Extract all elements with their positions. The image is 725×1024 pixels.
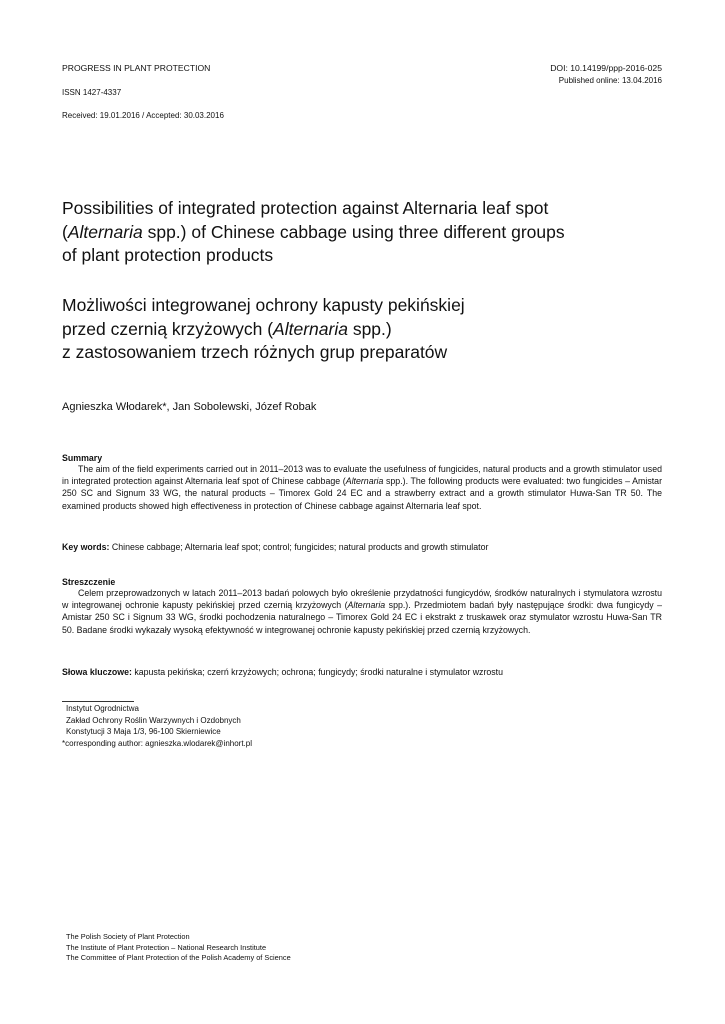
summary-part1: The aim of the field experiments carried out in 2011–2013 was to evaluate the usefulness of fungicides, natural products and a growth stimulator used in integrated protection against Alternaria leaf spot of Chinese cabbage ( (62, 464, 662, 487)
affiliation (62, 703, 462, 749)
streszczenie-heading: Streszczenie (62, 577, 116, 587)
title-pl-line2-pre: przed czernią krzyżowych ( (62, 318, 274, 339)
received-accepted-dates: Received: 19.01.2016 / Accepted: 30.03.2016 (62, 111, 224, 120)
authors: Agnieszka Włodarek*, Jan Sobolewski, Józef Robak (62, 401, 317, 413)
summary-part2: spp.). The following products were evaluated: two fungicides – Amistar 250 SC and Signum 33 WG, the natural products – Timorex Gold 24 EC and a strawberry extract and a growth stimulator Huwa-San TR 50. The examined products showed high effectiveness in protection of Chinese cabbage against Alternaria leaf spot. (62, 476, 662, 511)
title-english (62, 197, 682, 268)
streszczenie-text (62, 587, 662, 636)
title-pl-line1: Możliwości integrowanej ochrony kapusty pekińskiej (62, 295, 465, 315)
keywords (62, 541, 662, 553)
title-pl-line2-post: spp.) (347, 318, 392, 339)
streszczenie-part2: spp.). Przedmiotem badań były następujące środki: dwa fungicydy – Amistar 250 SC i Signum 33 WG, środki pochodzenia naturalnego – Timorex Gold 24 EC i ekstrakt z truskawek oraz stymulator wzrostu Huwa-San TR 50. Badane środki wykazały wysoką efektywność w integrowanej ochronie kapusty pekińskiej przed czernią krzyżowych. (62, 600, 662, 635)
title-en-line3: of plant protection products (62, 245, 274, 265)
title-en-line2-rest: spp.) of Chinese cabbage using three different groups (142, 221, 565, 242)
title-pl-line3: z zastosowaniem trzech różnych grup preparatów (62, 342, 448, 362)
affiliation-department: Zakład Ochrony Roślin Warzywnych i Ozdobnych (66, 715, 241, 725)
published-date: Published online: 13.04.2016 (558, 76, 662, 85)
summary-text (62, 463, 662, 512)
streszczenie-section (62, 577, 662, 636)
summary-section (62, 453, 662, 512)
summary-italic: Alternaria (345, 476, 384, 487)
title-pl-line2 (62, 318, 682, 342)
title-en-line2: (Alternaria spp.) of Chinese cabbage using three different groups (62, 221, 565, 242)
footnote-divider (62, 701, 134, 702)
slowa-label: Słowa kluczowe: (62, 667, 132, 677)
title-pl-italic: Alternaria (273, 318, 348, 339)
footer-societies (66, 932, 466, 964)
journal-name: PROGRESS IN PLANT PROTECTION (62, 63, 211, 73)
footer-society: The Polish Society of Plant Protection (66, 932, 190, 941)
title-en-italic: Alternaria (67, 221, 143, 242)
title-polish (62, 294, 682, 365)
keywords-text: Chinese cabbage; Alternaria leaf spot; control; fungicides; natural products and growth stimulator (109, 542, 489, 552)
doi: DOI: 10.14199/ppp-2016-025 (550, 63, 662, 73)
slowa-kluczowe (62, 666, 662, 678)
streszczenie-italic: Alternaria (347, 600, 386, 611)
title-en-line1: Possibilities of integrated protection against Alternaria leaf spot (62, 198, 549, 218)
affiliation-address: Konstytucji 3 Maja 1/3, 96-100 Skierniewice (66, 727, 221, 736)
affiliation-institute: Instytut Ogrodnictwa (66, 704, 139, 713)
issn: ISSN 1427-4337 (62, 88, 122, 97)
slowa-text: kapusta pekińska; czerń krzyżowych; ochrona; fungicydy; środki naturalne i stymulator wzrostu (131, 667, 504, 677)
streszczenie-part1: Celem przeprowadzonych w latach 2011–2013 badań polowych było określenie przydatności fungicydów, środków naturalnych i stymulatora wzrostu w integrowanej ochronie kapusty pekińskiej przed czernią krzyżowych ( (62, 588, 662, 611)
keywords-label: Key words: (62, 542, 110, 552)
corresponding-author: *corresponding author: agnieszka.wlodarek@inhort.pl (62, 738, 253, 748)
footer-institute: The Institute of Plant Protection – National Research Institute (66, 942, 267, 952)
footer-committee: The Committee of Plant Protection of the Polish Academy of Science (66, 953, 291, 962)
summary-heading: Summary (62, 453, 103, 463)
